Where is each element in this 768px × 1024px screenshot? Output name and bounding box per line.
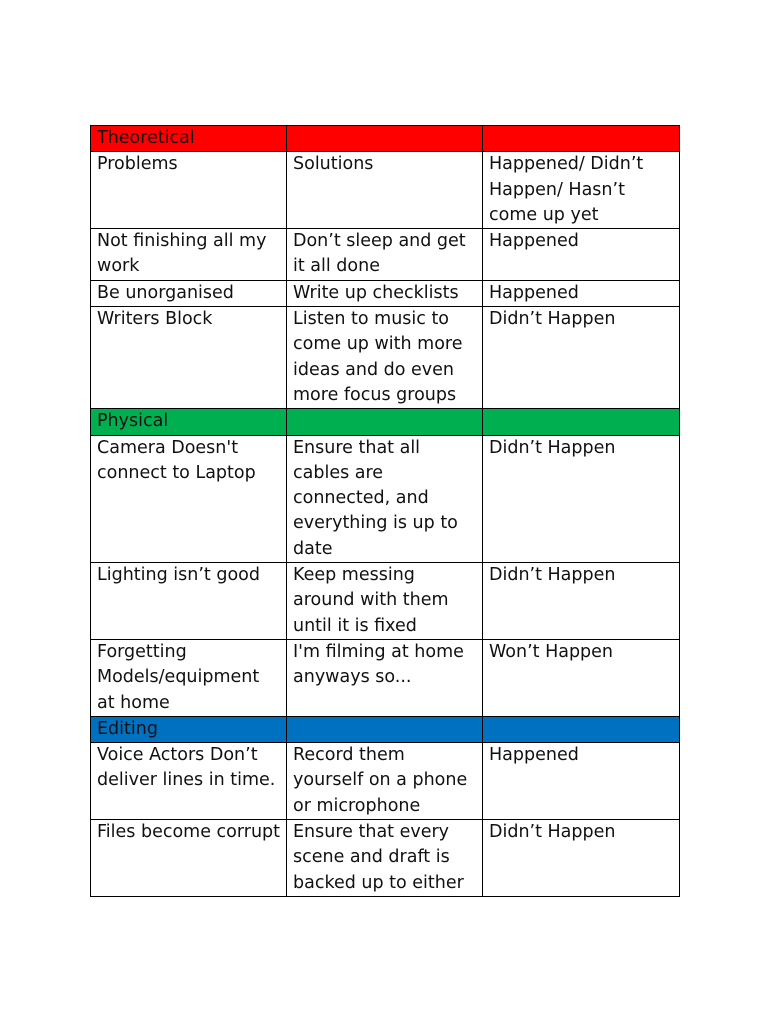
problem-cell: Files become corrupt — [91, 820, 287, 897]
status-cell: Didn’t Happen — [483, 307, 680, 409]
status-cell: Didn’t Happen — [483, 563, 680, 640]
table-row — [91, 820, 680, 897]
problem-cell: Camera Doesn't connect to Laptop — [91, 435, 287, 562]
section-title: Theoretical — [91, 126, 287, 152]
table-row — [91, 435, 680, 562]
table-row — [91, 280, 680, 306]
status-cell: Happened — [483, 229, 680, 281]
problem-cell: Writers Block — [91, 307, 287, 409]
solution-cell: I'm filming at home anyways so... — [287, 639, 483, 716]
status-cell: Happened/ Didn’t Happen/ Hasn’t come up yet — [483, 152, 680, 229]
status-cell: Happened — [483, 280, 680, 306]
table-row — [91, 307, 680, 409]
table-row — [91, 152, 680, 229]
solution-cell: Write up checklists — [287, 280, 483, 306]
solution-cell: Ensure that all cables are connected, and everything is up to date — [287, 435, 483, 562]
table-row — [91, 743, 680, 820]
status-cell: Didn’t Happen — [483, 820, 680, 897]
section-header-cell — [483, 409, 680, 435]
problem-cell: Lighting isn’t good — [91, 563, 287, 640]
solution-cell: Solutions — [287, 152, 483, 229]
problem-cell: Voice Actors Don’t deliver lines in time. — [91, 743, 287, 820]
risk-table — [90, 125, 680, 897]
section-header-cell — [483, 716, 680, 742]
solution-cell: Record them yourself on a phone or microphone — [287, 743, 483, 820]
section-header-row — [91, 716, 680, 742]
status-cell: Won’t Happen — [483, 639, 680, 716]
table-row — [91, 229, 680, 281]
section-title: Physical — [91, 409, 287, 435]
table-row — [91, 563, 680, 640]
risk-table-body — [91, 126, 680, 897]
problem-cell: Be unorganised — [91, 280, 287, 306]
section-header-row — [91, 409, 680, 435]
problem-cell: Forgetting Models/equipment at home — [91, 639, 287, 716]
solution-cell: Ensure that every scene and draft is backed up to either — [287, 820, 483, 897]
problem-cell: Problems — [91, 152, 287, 229]
section-header-cell — [287, 409, 483, 435]
section-header-cell — [483, 126, 680, 152]
section-header-row — [91, 126, 680, 152]
problem-cell: Not finishing all my work — [91, 229, 287, 281]
solution-cell: Listen to music to come up with more ideas and do even more focus groups — [287, 307, 483, 409]
table-row — [91, 639, 680, 716]
section-header-cell — [287, 126, 483, 152]
status-cell: Happened — [483, 743, 680, 820]
status-cell: Didn’t Happen — [483, 435, 680, 562]
section-title: Editing — [91, 716, 287, 742]
section-header-cell — [287, 716, 483, 742]
solution-cell: Don’t sleep and get it all done — [287, 229, 483, 281]
solution-cell: Keep messing around with them until it is fixed — [287, 563, 483, 640]
